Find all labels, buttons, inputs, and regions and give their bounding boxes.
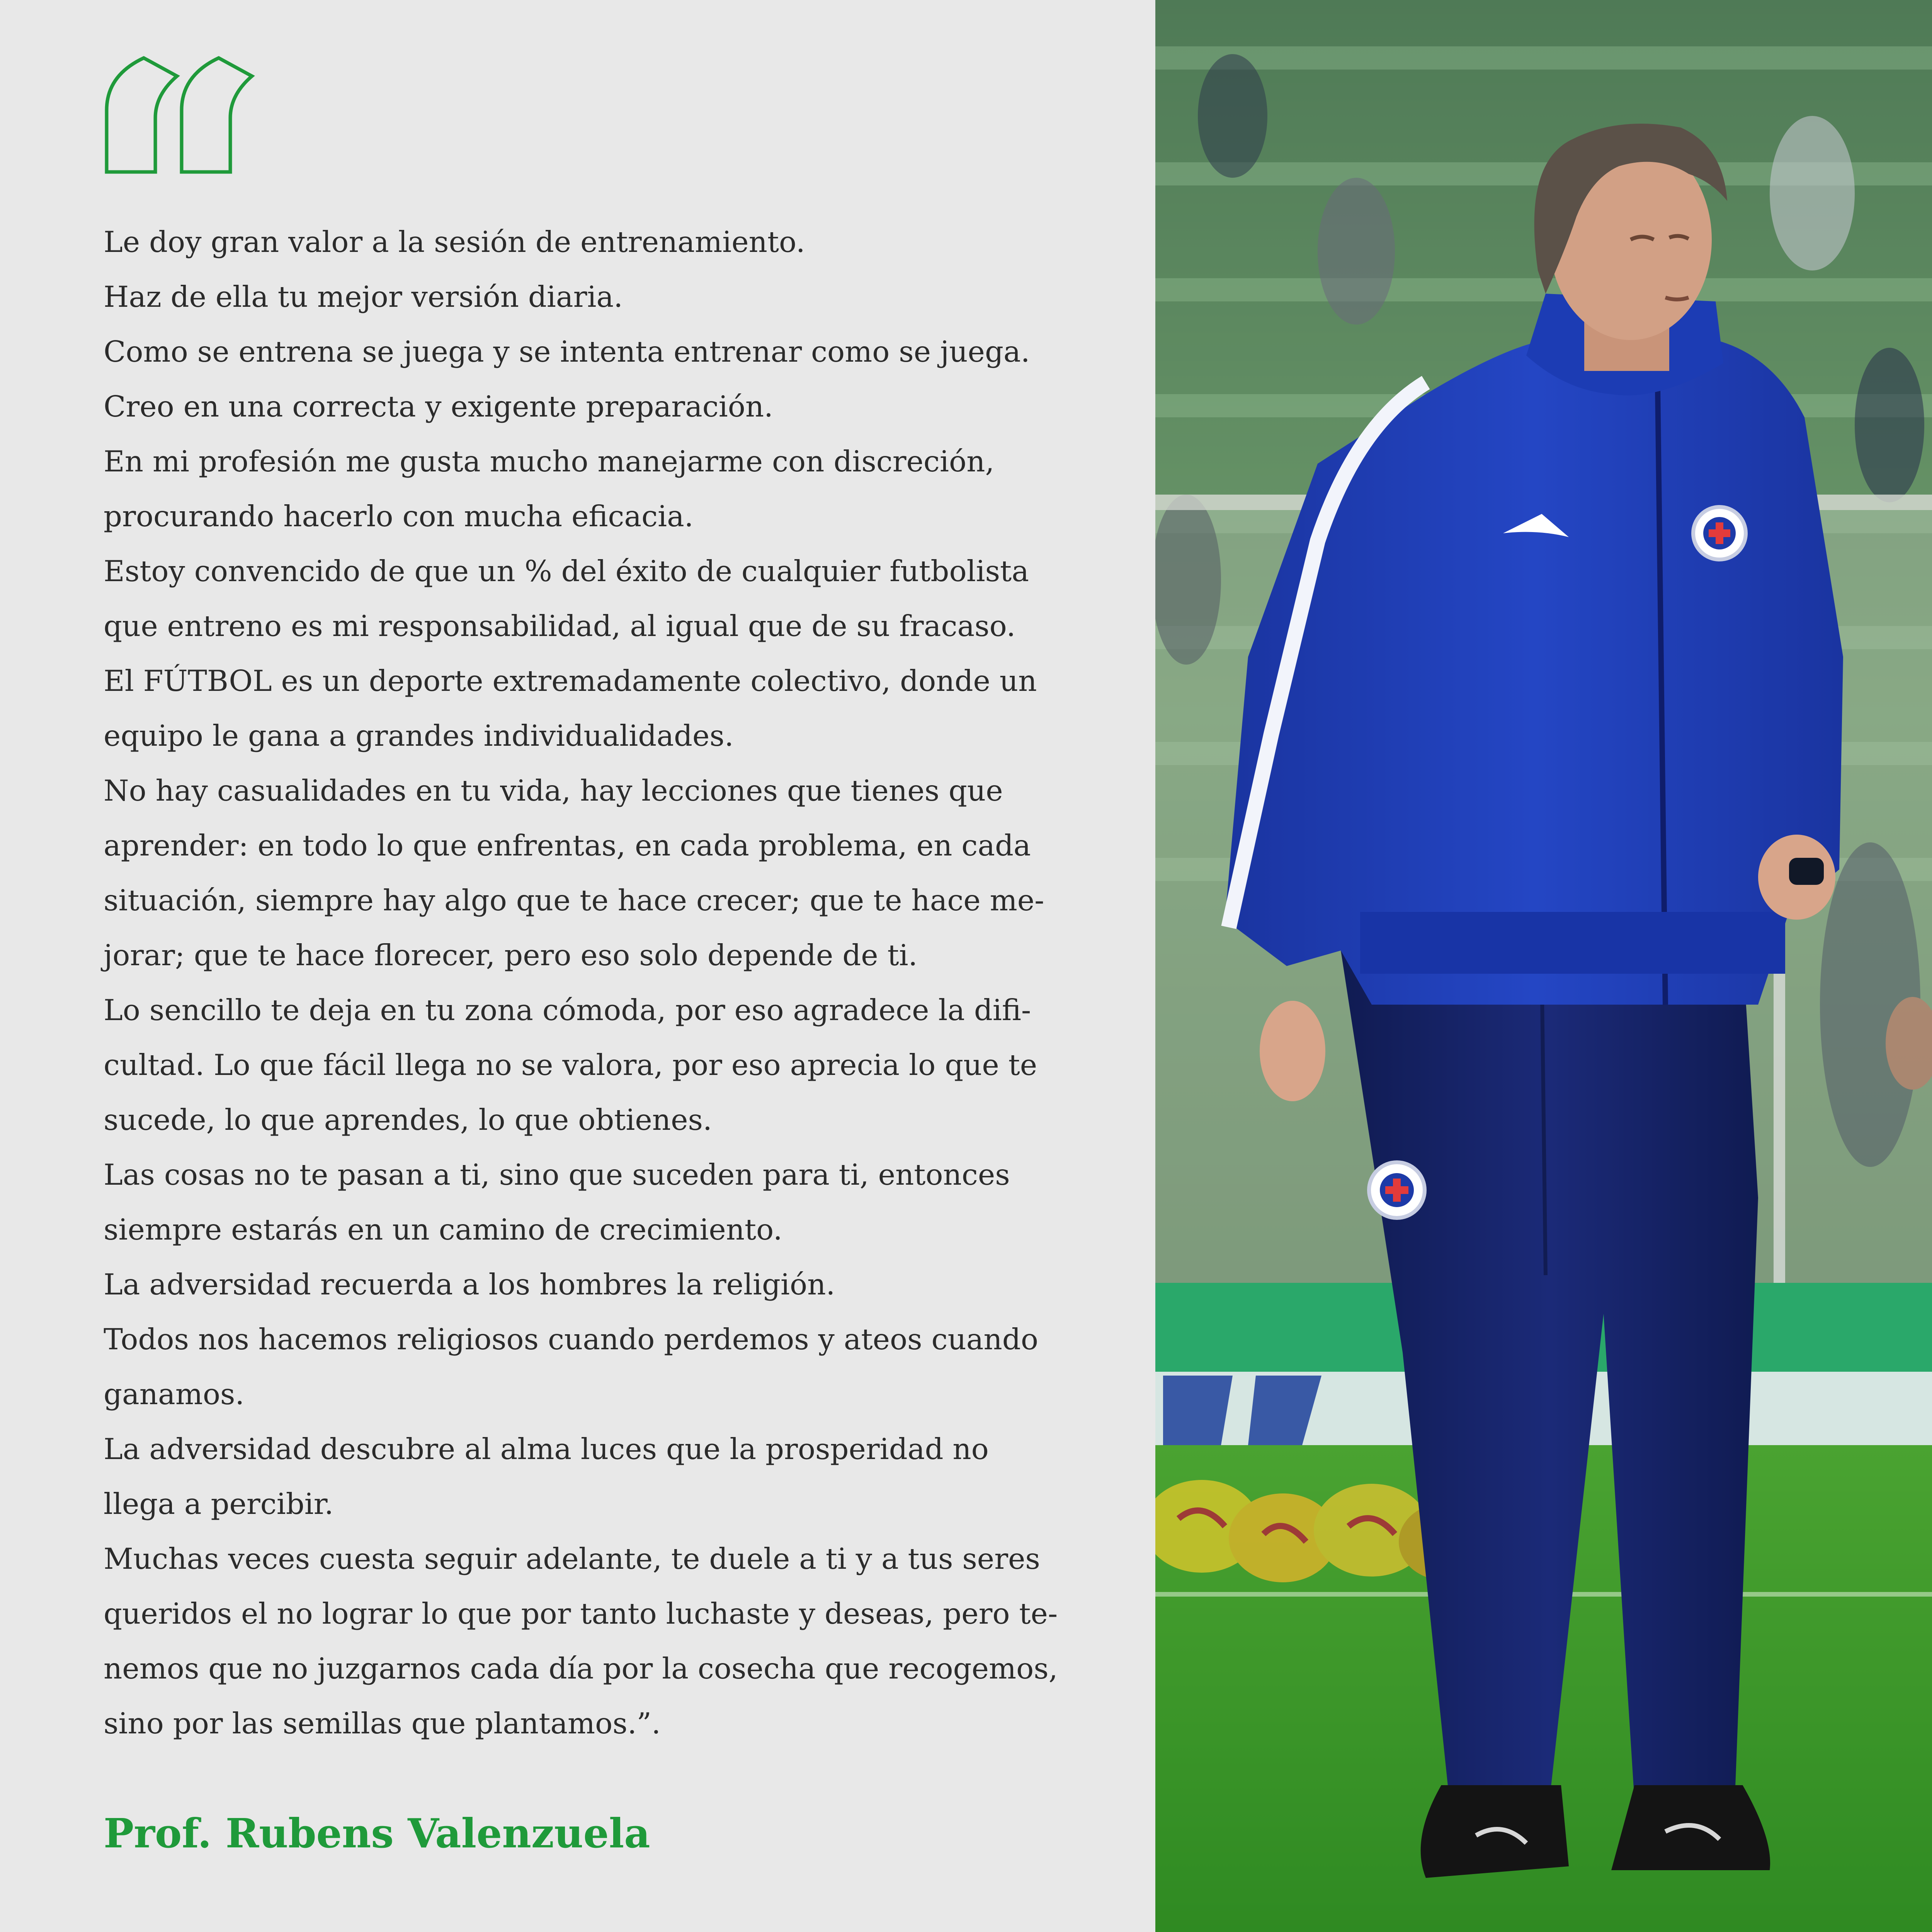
quote-line: El FÚTBOL es un deporte extremadamente colectivo, donde un xyxy=(104,664,1037,698)
quote-line: situación, siempre hay algo que te hace crecer; que te hace me- xyxy=(104,883,1044,917)
quote-text xyxy=(104,214,1108,1751)
quote-line: Lo sencillo te deja en tu zona cómoda, por eso agradece la difi- xyxy=(104,993,1031,1027)
quote-line: aprender: en todo lo que enfrentas, en cada problema, en cada xyxy=(104,828,1031,862)
quote-line: Muchas veces cuesta seguir adelante, te duele a ti y a tus seres xyxy=(104,1542,1040,1576)
quote-line: equipo le gana a grandes individualidades. xyxy=(104,719,734,753)
quote-line: ganamos. xyxy=(104,1377,245,1411)
quote-line: Como se entrena se juega y se intenta entrenar como se juega. xyxy=(104,335,1030,369)
quote-line: La adversidad recuerda a los hombres la religión. xyxy=(104,1267,835,1301)
quote-line: cultad. Lo que fácil llega no se valora, por eso aprecia lo que te xyxy=(104,1048,1037,1082)
quote-line: Las cosas no te pasan a ti, sino que suceden para ti, entonces xyxy=(104,1158,1010,1192)
coach-photo-illustration xyxy=(1155,0,1932,1932)
quote-line: Haz de ella tu mejor versión diaria. xyxy=(104,280,623,314)
author-name: Prof. Rubens Valenzuela xyxy=(104,1810,650,1857)
quote-line: llega a percibir. xyxy=(104,1487,334,1521)
quote-line: jorar; que te hace florecer, pero eso solo depende de ti. xyxy=(104,938,918,972)
quote-line: sucede, lo que aprendes, lo que obtienes. xyxy=(104,1103,712,1137)
quote-line: No hay casualidades en tu vida, hay lecciones que tienes que xyxy=(104,774,1003,808)
quote-line: procurando hacerlo con mucha eficacia. xyxy=(104,499,694,533)
quote-line: nemos que no juzgarnos cada día por la cosecha que recogemos, xyxy=(104,1651,1058,1685)
quote-line: siempre estarás en un camino de crecimiento. xyxy=(104,1213,782,1247)
coach-photo xyxy=(1155,0,1932,1932)
quote-line: que entreno es mi responsabilidad, al igual que de su fracaso. xyxy=(104,609,1016,643)
quote-line: Estoy convencido de que un % del éxito de cualquier futbolista xyxy=(104,554,1029,588)
quote-line: Creo en una correcta y exigente preparación. xyxy=(104,389,774,423)
quote-line: Todos nos hacemos religiosos cuando perdemos y ateos cuando xyxy=(104,1322,1038,1356)
quote-line: La adversidad descubre al alma luces que la prosperidad no xyxy=(104,1432,989,1466)
quote-line: Le doy gran valor a la sesión de entrenamiento. xyxy=(104,225,805,259)
open-quote-icon xyxy=(101,52,260,176)
quote-line: queridos el no lograr lo que por tanto luchaste y deseas, pero te- xyxy=(104,1597,1058,1631)
quote-line: sino por las semillas que plantamos.”. xyxy=(104,1706,661,1740)
quote-line: En mi profesión me gusta mucho manejarme con discreción, xyxy=(104,444,995,478)
